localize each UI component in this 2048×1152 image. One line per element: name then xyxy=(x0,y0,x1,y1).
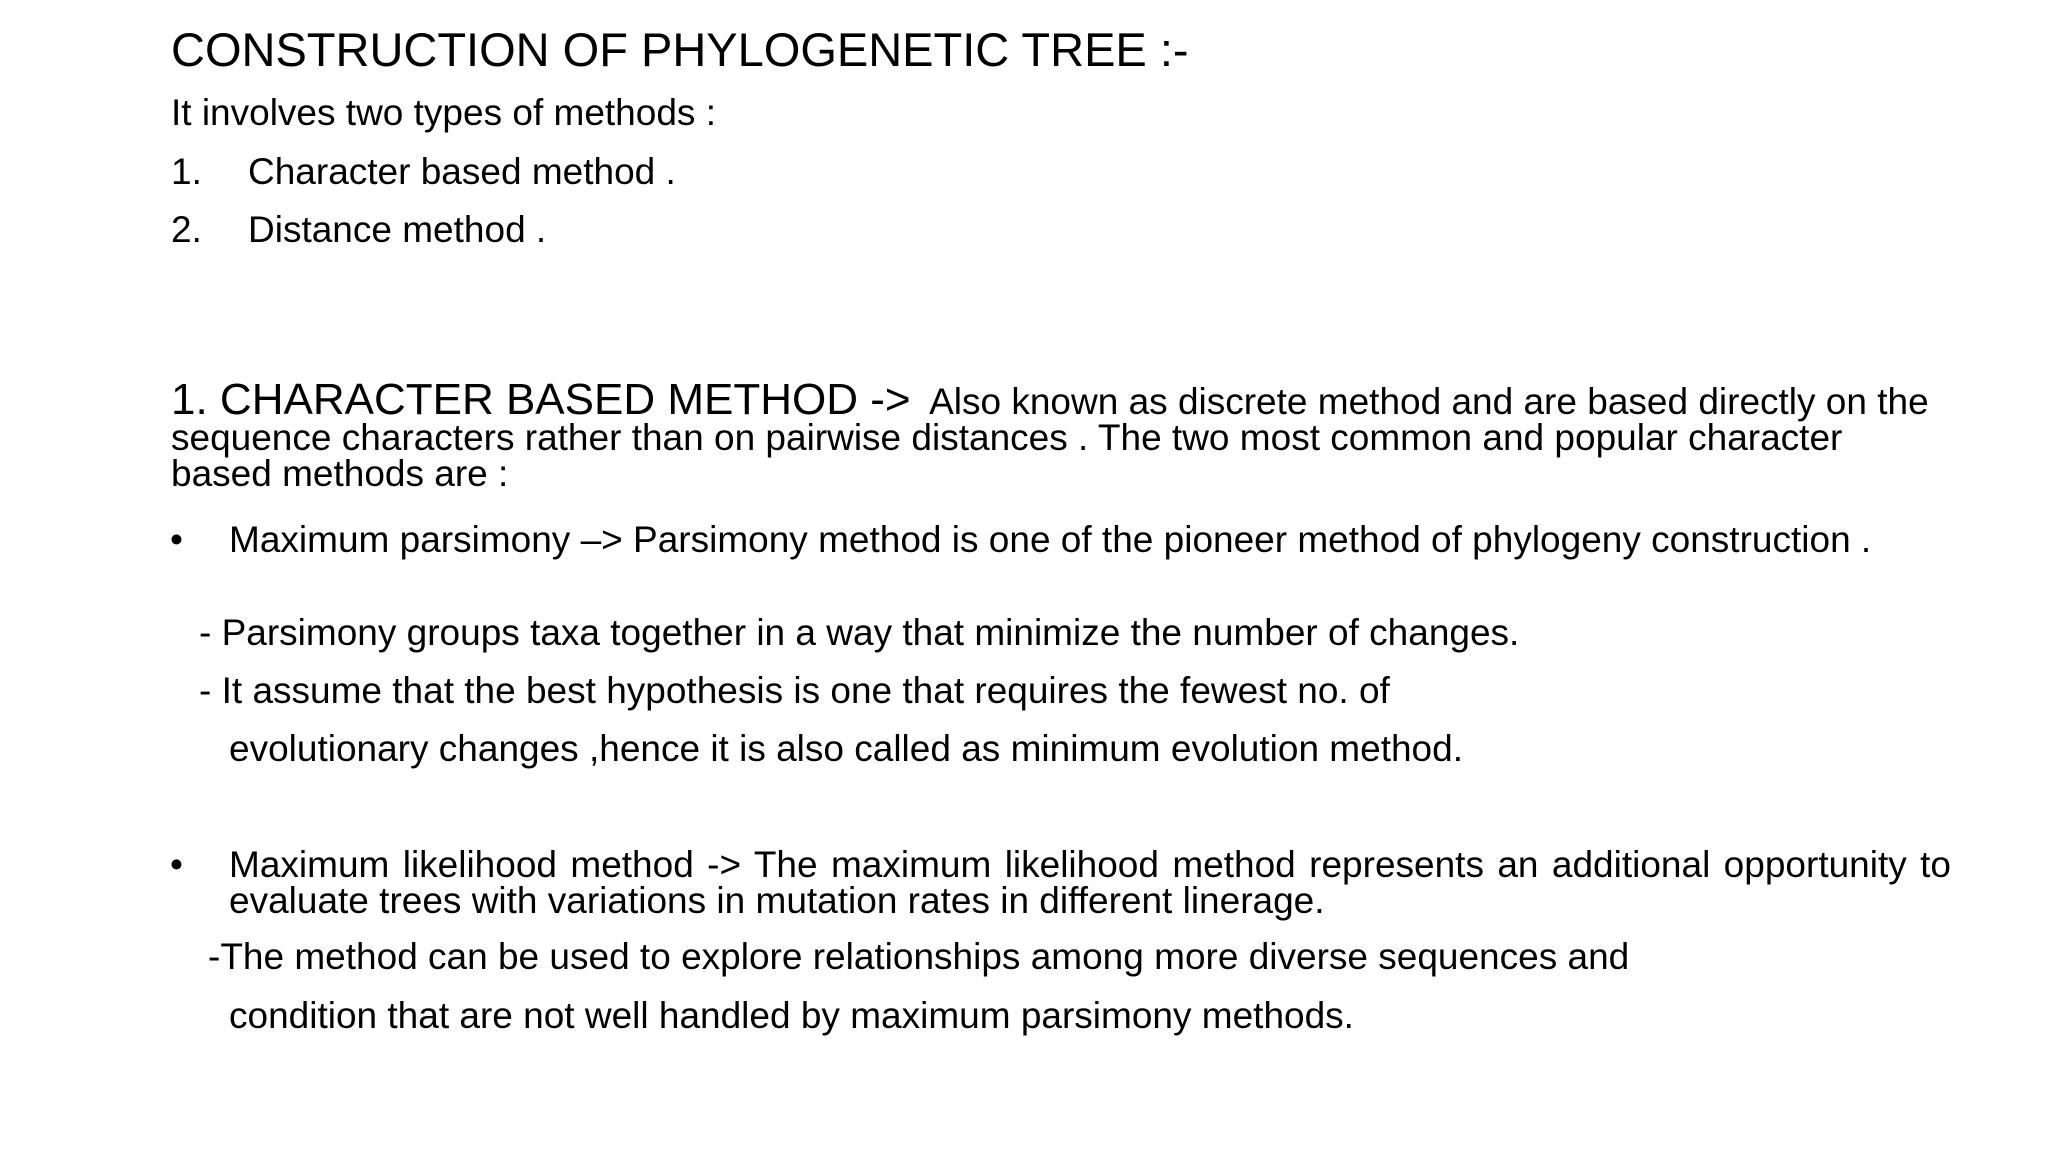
parsimony-subline-2: - It assume that the best hypothesis is one that requires the fewest no. of xyxy=(199,670,1390,711)
bullet-text-parsimony: Maximum parsimony –> Parsimony method is one of the pioneer method of phylogeny construction . xyxy=(229,519,1872,560)
method-number-1: 1. xyxy=(171,151,202,192)
method-label-1: Character based method . xyxy=(248,151,676,192)
bullet-text-likelihood: Maximum likelihood method -> The maximum likelihood method represents an additional opportunity to evaluate trees with variations in mutation rates in different linerage. xyxy=(229,844,1951,921)
parsimony-subline-1: - Parsimony groups taxa together in a way that minimize the number of changes. xyxy=(199,612,1520,653)
parsimony-subline-3: evolutionary changes ,hence it is also called as minimum evolution method. xyxy=(229,728,1463,769)
likelihood-subline-2: condition that are not well handled by maximum parsimony methods. xyxy=(229,995,1354,1036)
character-section-description: Also known as discrete method and are based directly on the sequence characters rather than on pairwise distances . The two most common and popular character based methods are : xyxy=(171,381,1929,494)
bullet-symbol-2: • xyxy=(170,844,183,885)
character-section-heading: 1. CHARACTER BASED METHOD -> xyxy=(171,375,911,424)
intro-text: It involves two types of methods : xyxy=(171,92,716,133)
slide-title: CONSTRUCTION OF PHYLOGENETIC TREE :- xyxy=(171,23,1189,76)
likelihood-subline-1: -The method can be used to explore relationships among more diverse sequences and xyxy=(208,936,1630,977)
method-label-2: Distance method . xyxy=(248,209,547,250)
method-number-2: 2. xyxy=(171,209,202,250)
bullet-symbol-1: • xyxy=(170,519,183,560)
character-section-paragraph xyxy=(171,375,1951,494)
